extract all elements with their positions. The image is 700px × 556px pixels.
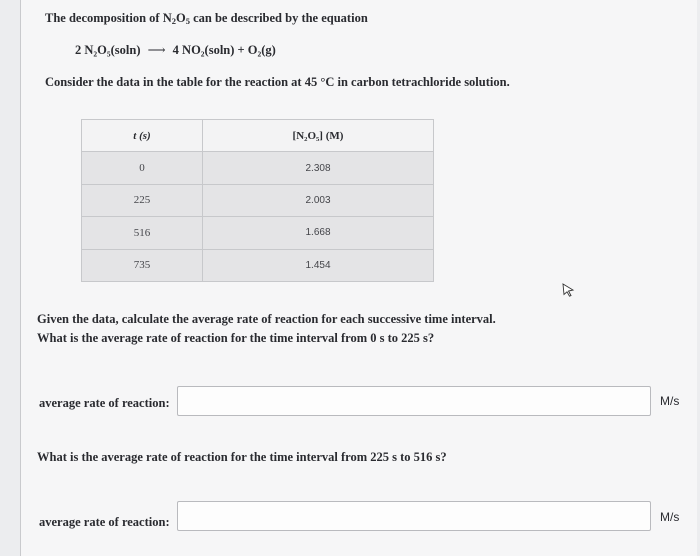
given-instructions: Given the data, calculate the average rate of reaction for each successive time interval. — [37, 312, 496, 326]
answer-2-input[interactable] — [177, 501, 651, 531]
reaction-equation — [75, 42, 276, 58]
table-row — [82, 249, 434, 281]
problem-intro: The decomposition of $N_2O_5$ can be described by the equation — [45, 11, 368, 26]
concentration-cell: 2.308 — [203, 152, 434, 184]
concentration-cell: 1.454 — [203, 249, 434, 281]
table-row — [82, 152, 434, 184]
time-cell: 735 — [82, 249, 203, 281]
concentration-cell: 1.668 — [203, 217, 434, 249]
table-row — [82, 217, 434, 249]
equation-products: 4 NO₂(soln) + O₂(g) — [172, 43, 276, 57]
answer-1-label: average rate of reaction: — [39, 396, 170, 410]
equation-reactants: 2 N₂O₅(soln) — [75, 43, 141, 57]
table-header-row — [82, 120, 434, 152]
time-column-header: t (s) — [82, 120, 203, 152]
answer-1-unit: M/s — [660, 394, 680, 408]
question-1-text — [37, 310, 557, 348]
concentration-column-header: [N₂O₅] (M) — [203, 120, 434, 152]
concentration-table — [81, 119, 434, 282]
reaction-arrow-icon: ⟶ — [147, 43, 166, 57]
problem-sheet — [20, 0, 697, 556]
table-row — [82, 184, 434, 216]
answer-2-unit: M/s — [660, 510, 680, 524]
question-1-prompt: What is the average rate of reaction for the time interval from 0 s to 225 s? — [37, 331, 435, 345]
answer-1-input[interactable] — [177, 386, 651, 416]
time-cell: 225 — [82, 184, 203, 216]
question-2-prompt: What is the average rate of reaction for the time interval from 225 s to 516 s? — [37, 450, 447, 464]
mouse-pointer-icon — [561, 283, 575, 297]
concentration-cell: 2.003 — [203, 184, 434, 216]
time-cell: 0 — [82, 152, 203, 184]
consider-text: Consider the data in the table for the reaction at 45 °C in carbon tetrachloride solution. — [45, 75, 510, 89]
time-cell: 516 — [82, 217, 203, 249]
answer-2-label: average rate of reaction: — [39, 515, 170, 529]
